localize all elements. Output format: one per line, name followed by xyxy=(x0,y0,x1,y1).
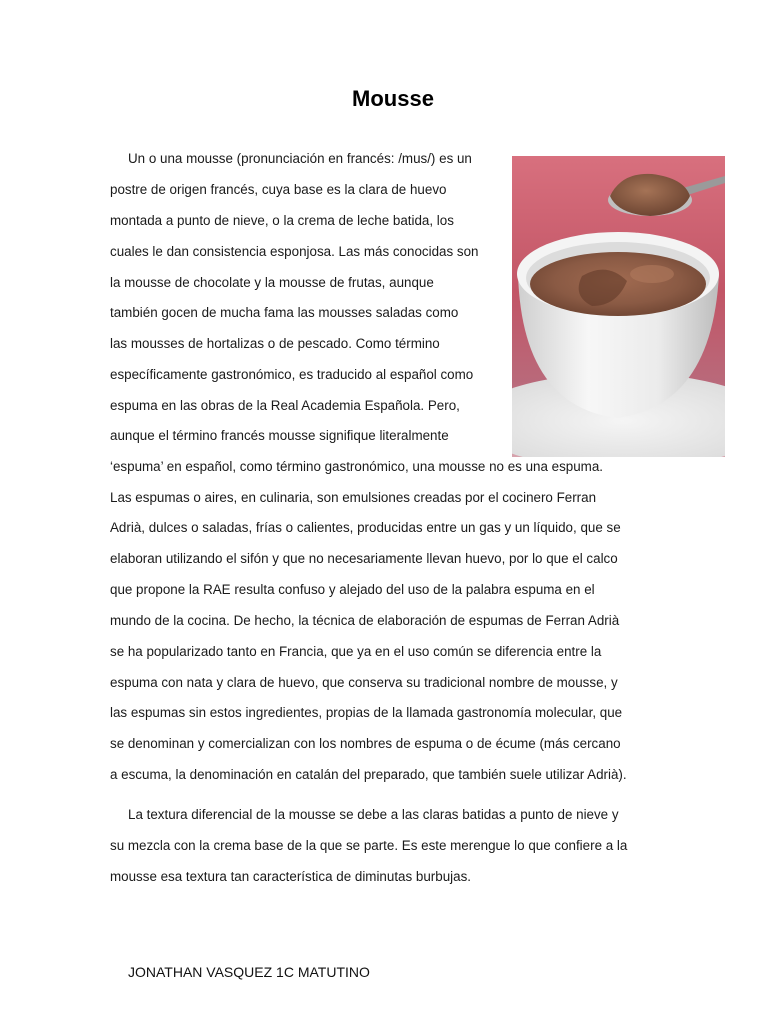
paragraph-line: a escuma, la denominación en catalán del preparado, que también suele utilizar Adrià). xyxy=(110,767,627,782)
paragraph-line: se ha popularizado tanto en Francia, que ya en el uso común se diferencia entre la xyxy=(110,644,602,659)
paragraph-line: se denominan y comercializan con los nombres de espuma o de écume (más cercano xyxy=(110,736,621,751)
paragraph-line: espuma en las obras de la Real Academia Española. Pero, xyxy=(110,398,460,413)
paragraph-line: postre de origen francés, cuya base es la clara de huevo xyxy=(110,182,447,197)
paragraph-line: mundo de la cocina. De hecho, la técnica de elaboración de espumas de Ferran Adrià xyxy=(110,613,620,628)
paragraph-line: específicamente gastronómico, es traducido al español como xyxy=(110,367,474,382)
paragraph-line: Adrià, dulces o saladas, frías o calientes, producidas entre un gas y un líquido, que se xyxy=(110,520,621,535)
paragraph-line: Un o una mousse (pronunciación en francés: /mus/) es un xyxy=(128,151,472,166)
paragraph-line: ‘espuma’ en español, como término gastronómico, una mousse no es una espuma. xyxy=(110,459,604,474)
paragraph-line: montada a punto de nieve, o la crema de leche batida, los xyxy=(110,213,454,228)
paragraph-line: que propone la RAE resulta confuso y alejado del uso de la palabra espuma en el xyxy=(110,582,595,597)
paragraph-line: también gocen de mucha fama las mousses saladas como xyxy=(110,305,459,320)
document-title: Mousse xyxy=(352,86,434,111)
document-footer: JONATHAN VASQUEZ 1C MATUTINO xyxy=(128,964,370,980)
paragraph-line: su mezcla con la crema base de la que se parte. Es este merengue lo que confiere a la xyxy=(110,838,628,853)
paragraph-line: aunque el término francés mousse signifique literalmente xyxy=(110,428,449,443)
paragraph-line: elaboran utilizando el sifón y que no necesariamente llevan huevo, por lo que el calco xyxy=(110,551,618,566)
paragraph-line: las espumas sin estos ingredientes, propias de la llamada gastronomía molecular, que xyxy=(110,705,623,720)
paragraph-line: La textura diferencial de la mousse se debe a las claras batidas a punto de nieve y xyxy=(128,807,619,822)
chocolate-mousse-photo xyxy=(512,156,725,457)
paragraph-line: espuma con nata y clara de huevo, que conserva su tradicional nombre de mousse, y xyxy=(110,675,618,690)
paragraph-line: las mousses de hortalizas o de pescado. Como término xyxy=(110,336,440,351)
paragraph-line: la mousse de chocolate y la mousse de frutas, aunque xyxy=(110,275,434,290)
paragraph-line: mousse esa textura tan característica de diminutas burbujas. xyxy=(110,869,471,884)
paragraph-line: Las espumas o aires, en culinaria, son emulsiones creadas por el cocinero Ferran xyxy=(110,490,597,505)
paragraph-line: cuales le dan consistencia esponjosa. Las más conocidas son xyxy=(110,244,479,259)
